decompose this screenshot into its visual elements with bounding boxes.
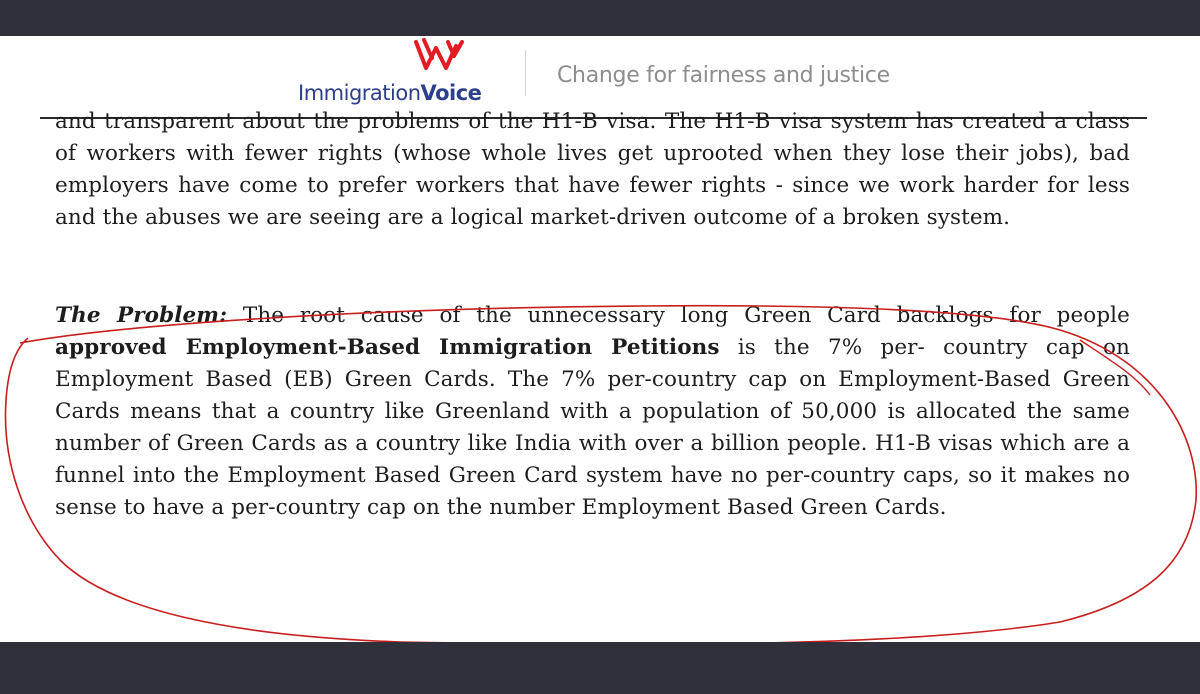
bottom-letterbox-bar	[0, 642, 1200, 694]
body-paragraph-1: and transparent about the problems of the H1-B visa. The H1-B visa system has created a class of workers with fewer rights (whose whole lives get uprooted when they lose their jobs), bad employers have come to prefer workers that have fewer rights - since we work harder for less and the abuses we are seeing are a logical market-driven outcome of a broken system.	[55, 109, 1130, 230]
logo-word-voice: Voice	[420, 81, 482, 105]
top-letterbox-bar	[0, 0, 1200, 36]
problem-intro: The root cause of the unnecessary long Green Card backlogs for people	[227, 303, 1130, 328]
immigration-voice-logo-icon	[410, 38, 470, 76]
problem-label: The Problem:	[55, 303, 228, 328]
header-divider	[525, 50, 526, 96]
header-tagline: Change for fairness and justice	[557, 63, 890, 88]
logo-word-immigration: Immigration	[298, 81, 421, 105]
problem-bold-phrase: approved Employment-Based Immigration Petitions	[55, 335, 720, 360]
problem-paragraph	[55, 300, 1130, 524]
logo-wordmark	[298, 81, 481, 105]
problem-rest: is the 7% per- country cap on Employment Based (EB) Green Cards. The 7% per-country cap on Employment-Based Green Cards means that a country like Greenland with a population of 50,000 is allocated the same number of Green Cards as a country like India with over a billion people. H1-B visas which are a funnel into the Employment Based Green Card system have no per-country caps, so it makes no sense to have a per-country cap on the number Employment Based Green Cards.	[55, 335, 1131, 520]
